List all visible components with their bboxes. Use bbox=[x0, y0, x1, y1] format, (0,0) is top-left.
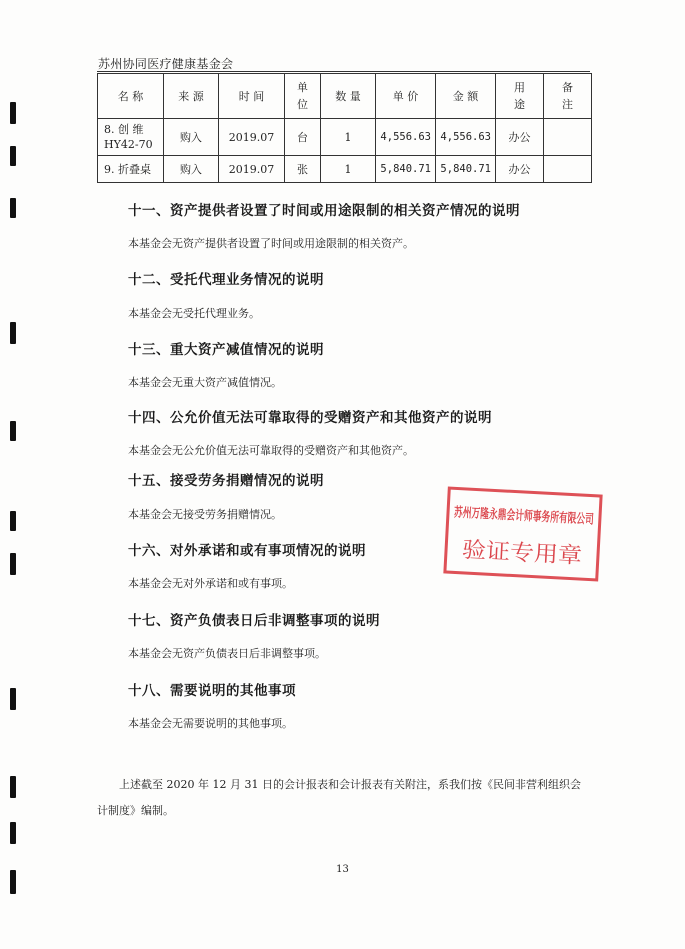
section-title: 十五、接受劳务捐赠情况的说明 bbox=[128, 473, 324, 489]
binding-mark bbox=[10, 421, 16, 441]
section-title: 十七、资产负债表日后非调整事项的说明 bbox=[128, 613, 380, 629]
cell-amount: 4,556.63 bbox=[436, 119, 496, 156]
binding-mark bbox=[10, 511, 16, 531]
binding-mark bbox=[10, 553, 16, 575]
col-header-source: 来 源 bbox=[164, 74, 219, 119]
binding-mark bbox=[10, 688, 16, 710]
table-header-row bbox=[98, 74, 592, 119]
cell-note bbox=[544, 119, 592, 156]
cell-use: 办公 bbox=[496, 119, 544, 156]
cell-name: 9. 折叠桌 bbox=[98, 156, 164, 183]
section-title: 十三、重大资产减值情况的说明 bbox=[128, 342, 324, 358]
cell-unit: 张 bbox=[285, 156, 321, 183]
section-body: 本基金会无资产提供者设置了时间或用途限制的相关资产。 bbox=[128, 237, 414, 250]
section-body: 本基金会无需要说明的其他事项。 bbox=[128, 717, 293, 730]
binding-mark bbox=[10, 322, 16, 344]
cell-price: 5,840.71 bbox=[376, 156, 436, 183]
binding-mark bbox=[10, 822, 16, 844]
col-header-amount: 金 额 bbox=[436, 74, 496, 119]
page-number: 13 bbox=[336, 864, 349, 875]
cell-note bbox=[544, 156, 592, 183]
cell-use: 办公 bbox=[496, 156, 544, 183]
section-body: 本基金会无对外承诺和或有事项。 bbox=[128, 577, 293, 590]
table-row bbox=[98, 156, 592, 183]
binding-mark bbox=[10, 102, 16, 124]
closing-paragraph: 上述截至 2020 年 12 月 31 日的会计报表和会计报表有关附注，系我们按《民间非营利组织会计制度》编制。 bbox=[97, 778, 581, 817]
section-body: 本基金会无重大资产减值情况。 bbox=[128, 376, 282, 389]
cell-unit: 台 bbox=[285, 119, 321, 156]
cell-price: 4,556.63 bbox=[376, 119, 436, 156]
binding-mark bbox=[10, 146, 16, 166]
col-header-price: 单 价 bbox=[376, 74, 436, 119]
col-header-unit: 单 位 bbox=[285, 74, 321, 119]
cell-time: 2019.07 bbox=[219, 156, 285, 183]
section-title: 十八、需要说明的其他事项 bbox=[128, 683, 296, 699]
section-title: 十一、资产提供者设置了时间或用途限制的相关资产情况的说明 bbox=[128, 203, 520, 219]
section-body: 本基金会无公允价值无法可靠取得的受赠资产和其他资产。 bbox=[128, 444, 414, 457]
col-header-note: 备 注 bbox=[544, 74, 592, 119]
section-title: 十四、公允价值无法可靠取得的受赠资产和其他资产的说明 bbox=[128, 410, 492, 426]
binding-mark bbox=[10, 198, 16, 218]
section-title: 十六、对外承诺和或有事项情况的说明 bbox=[128, 543, 366, 559]
cell-qty: 1 bbox=[321, 119, 376, 156]
header-rule bbox=[97, 71, 590, 72]
section-body: 本基金会无资产负债表日后非调整事项。 bbox=[128, 647, 326, 660]
col-header-name: 名 称 bbox=[98, 74, 164, 119]
cell-source: 购入 bbox=[164, 156, 219, 183]
cell-qty: 1 bbox=[321, 156, 376, 183]
seal-stamp bbox=[441, 484, 663, 584]
cell-time: 2019.07 bbox=[219, 119, 285, 156]
section-body: 本基金会无接受劳务捐赠情况。 bbox=[128, 508, 282, 521]
section-body: 本基金会无受托代理业务。 bbox=[128, 307, 260, 320]
section-title: 十二、受托代理业务情况的说明 bbox=[128, 272, 324, 288]
col-header-time: 时 间 bbox=[219, 74, 285, 119]
svg-text:苏州万隆永鼎会计师事务所有限公司: 苏州万隆永鼎会计师事务所有限公司 bbox=[453, 504, 663, 531]
table-row bbox=[98, 119, 592, 156]
svg-text:验证专用章: 验证专用章 bbox=[461, 536, 573, 568]
binding-mark bbox=[10, 776, 16, 798]
cell-name: 8. 创 维 HY42-70 bbox=[98, 119, 164, 156]
asset-table bbox=[97, 73, 592, 183]
col-header-use: 用 途 bbox=[496, 74, 544, 119]
col-header-qty: 数 量 bbox=[321, 74, 376, 119]
org-header: 苏州协同医疗健康基金会 bbox=[98, 57, 234, 71]
cell-source: 购入 bbox=[164, 119, 219, 156]
cell-amount: 5,840.71 bbox=[436, 156, 496, 183]
